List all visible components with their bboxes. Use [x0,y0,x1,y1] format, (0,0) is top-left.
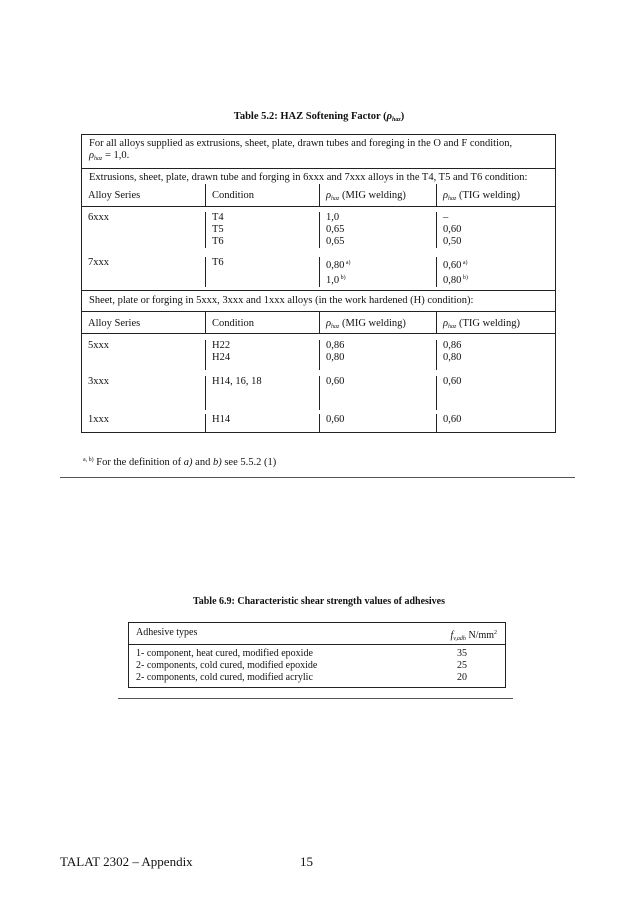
header-condition: Condition [205,184,319,206]
condition-cell: H14 [205,414,319,432]
footer-title: TALAT 2302 – Appendix [60,854,193,869]
tig-cell [436,340,553,370]
adhesive-value: 35 [457,648,467,659]
mig-cell [319,212,436,248]
alloy-cell: 6xxx [88,212,109,223]
adhesive-type: 2- components, cold cured, modified acrylic [136,672,313,683]
header-alloy-series: Alloy Series [88,318,141,329]
condition-cell [205,212,319,248]
mig-cell [319,257,436,287]
table-row [129,660,505,672]
table-row [129,648,505,660]
value: 1,0 [326,212,340,223]
header-tig: $\rho_{haz}$ (TIG welding) [436,312,553,333]
table-row-3xxx [82,370,555,410]
value: 0,80 $^{a)}$ [326,260,351,271]
section2-header-row [82,312,555,334]
table-row-5xxx [82,334,555,370]
mig-cell: 0,60 [319,414,436,432]
alloy-cell: 3xxx [88,376,109,387]
table-row-7xxx [82,248,555,291]
haz-table-caption: Table 5.2: HAZ Softening Factor $(\rho_{haz})$ [233,111,405,123]
value: 0,50 [443,236,462,247]
table-row [129,672,505,684]
haz-footnote: $^{a, b)}$ For the definition of a) and b) see 5.5.2 (1) [83,457,277,468]
condition-cell: H14, 16, 18 [205,376,319,410]
header-shear-strength: $f_{v,adh}$ $N/mm^2$ [450,630,497,642]
value: 0,65 [326,224,345,235]
adhesive-value: 20 [457,672,467,683]
alloy-cell: 7xxx [88,257,109,268]
section2-title: Sheet, plate or forging in 5xxx, 3xxx and 1xxx alloys (in the work hardened (H) condition): [82,291,555,312]
adhesive-type: 2- components, cold cured, modified epoxide [136,660,318,671]
section1-header-row [82,184,555,207]
header-tig: $\rho_{haz}$ (TIG welding) [436,184,553,206]
value [212,269,313,281]
header-condition: Condition [205,312,319,333]
page-number: 15 [300,854,313,869]
value: H22 [212,340,231,351]
condition-cell [205,340,319,370]
value: T5 [212,224,224,235]
mig-cell: 0,60 [319,376,436,410]
value: 0,80 [326,352,345,363]
alloy-cell: 1xxx [88,414,109,425]
divider-line [60,477,575,478]
header-mig: $\rho_{haz}$ (MIG welding) [319,184,436,206]
divider-line [118,698,513,699]
adhesive-type: 1- component, heat cured, modified epoxide [136,648,313,659]
section1-title: Extrusions, sheet, plate, drawn tube and forging in 6xxx and 7xxx alloys in the T4, T5 and T6 condition: [89,172,528,183]
value: T6 [212,236,224,247]
value: 0,80 [443,352,462,363]
intro-text: For all alloys supplied as extrusions, sheet, plate, drawn tubes and foreging in the O and F condition, [89,138,513,149]
adhesive-table-caption: Table 6.9: Characteristic shear strength values of adhesives [192,596,446,607]
value: 0,86 [326,340,345,351]
adhesive-strength-table [128,622,506,688]
condition-cell [205,257,319,287]
value: 0,60 [443,224,462,235]
value: 0,60 $^{a)}$ [443,260,468,271]
header-adhesive-types: Adhesive types [136,627,198,638]
table-row-6xxx [82,207,555,248]
intro-band [82,135,555,169]
tig-cell: 0,60 [436,376,553,410]
tig-cell: 0,60 [436,414,553,432]
adhesive-value: 25 [457,660,467,671]
value: T4 [212,212,224,223]
value: 0,80 $^{b)}$ [443,275,468,286]
mig-cell [319,340,436,370]
tig-cell [436,257,553,287]
value: 0,86 [443,340,462,351]
alloy-cell: 5xxx [88,340,109,351]
haz-softening-table [81,134,556,433]
adhesive-rows [129,645,505,687]
table-row-1xxx [82,410,555,432]
header-mig: $\rho_{haz}$ (MIG welding) [319,312,436,333]
tig-cell [436,212,553,248]
value: 0,65 [326,236,345,247]
header-alloy-series: Alloy Series [88,190,141,201]
value: – [443,212,449,223]
adhesive-header-row [129,623,505,645]
value: H24 [212,352,231,363]
intro-equation: $\rho_{haz} = 1,0$. [89,150,130,162]
value: T6 [212,257,224,268]
value: 1,0 $^{b)}$ [326,275,346,286]
